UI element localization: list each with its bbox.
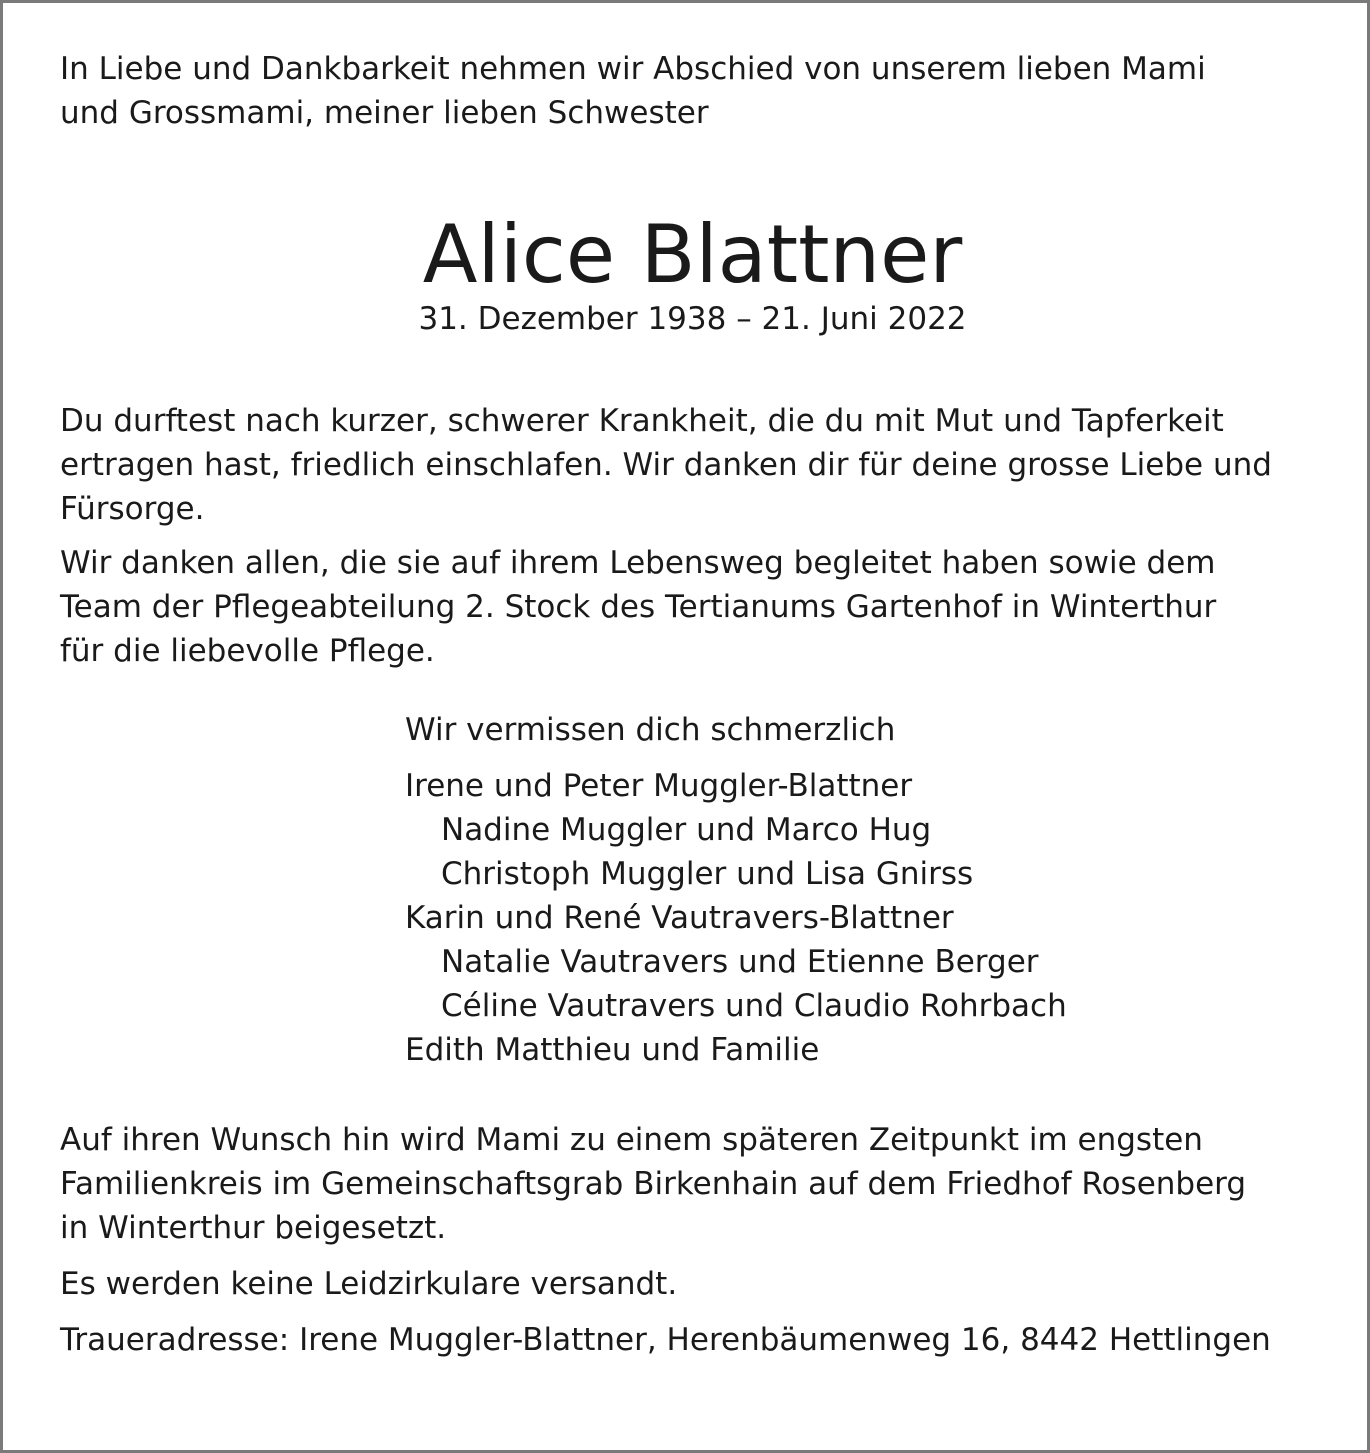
paragraph-line: in Winterthur beigesetzt. <box>60 1210 447 1246</box>
mourner-name: Christoph Muggler und Lisa Gnirss <box>441 856 974 892</box>
paragraph-line: Wir danken allen, die sie auf ihrem Lebensweg begleitet haben sowie dem <box>60 545 1216 581</box>
paragraph-line: Familienkreis im Gemeinschaftsgrab Birkenhain auf dem Friedhof Rosenberg <box>60 1166 1247 1202</box>
deceased-name: Alice Blattner <box>422 208 963 301</box>
notice-text: Es werden keine Leidzirkulare versandt. <box>60 1266 678 1302</box>
mourner-name: Edith Matthieu und Familie <box>405 1032 820 1068</box>
paragraph-line: Fürsorge. <box>60 491 205 527</box>
intro-text <box>60 47 1325 135</box>
mourner-name: Irene und Peter Muggler-Blattner <box>405 768 913 804</box>
paragraph-line: ertragen hast, friedlich einschlafen. Wir danken dir für deine grosse Liebe und <box>60 447 1272 483</box>
mourner-name: Natalie Vautravers und Etienne Berger <box>441 944 1039 980</box>
mourner-name: Céline Vautravers und Claudio Rohrbach <box>441 988 1067 1024</box>
mourners-intro: Wir vermissen dich schmerzlich <box>405 712 896 748</box>
paragraph-line: Du durftest nach kurzer, schwerer Krankheit, die du mit Mut und Tapferkeit <box>60 403 1224 439</box>
paragraph-line: für die liebevolle Pflege. <box>60 633 435 669</box>
paragraph-line: Team der Pflegeabteilung 2. Stock des Tertianums Gartenhof in Winterthur <box>60 589 1217 625</box>
intro-line: In Liebe und Dankbarkeit nehmen wir Abschied von unserem lieben Mami <box>60 51 1206 87</box>
paragraph-line: Auf ihren Wunsch hin wird Mami zu einem späteren Zeitpunkt im engsten <box>60 1122 1203 1158</box>
intro-line: und Grossmami, meiner lieben Schwester <box>60 95 709 131</box>
paragraph-thanks <box>60 541 1325 673</box>
obituary-content <box>60 47 1325 1362</box>
mourner-name: Nadine Muggler und Marco Hug <box>441 812 932 848</box>
mourner-name: Karin und René Vautravers-Blattner <box>405 900 954 936</box>
mourners-list <box>405 708 1325 1072</box>
mourning-address: Traueradresse: Irene Muggler-Blattner, Herenbäumenweg 16, 8442 Hettlingen <box>60 1322 1271 1358</box>
life-dates: 31. Dezember 1938 – 21. Juni 2022 <box>418 301 967 337</box>
paragraph-burial <box>60 1118 1325 1250</box>
paragraph-farewell <box>60 399 1325 531</box>
